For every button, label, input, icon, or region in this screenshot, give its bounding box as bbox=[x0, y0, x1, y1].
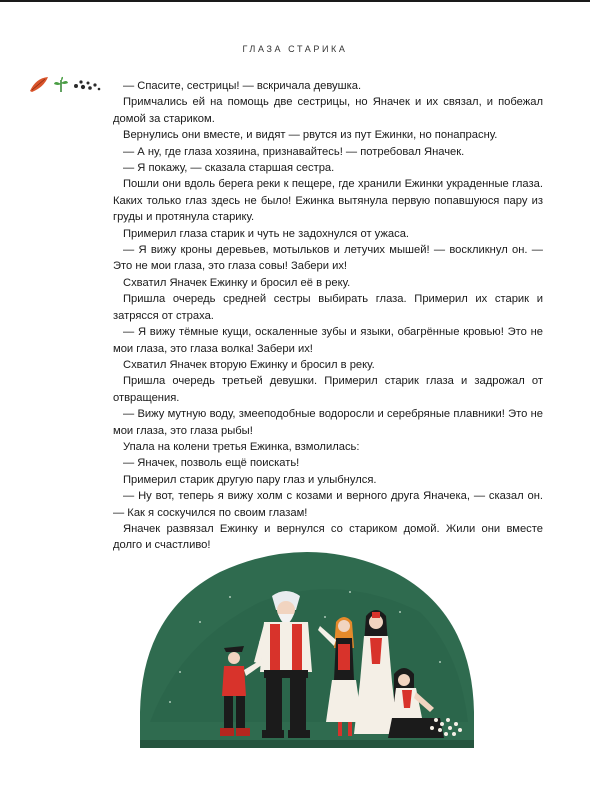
paragraph: Примерил старик другую пару глаз и улыбнулся. bbox=[123, 473, 377, 486]
paragraph: — Яначек, позволь ещё поискать! bbox=[123, 457, 300, 470]
illustration bbox=[140, 552, 474, 748]
story-text bbox=[113, 78, 543, 554]
feather-icon bbox=[30, 77, 48, 92]
paragraph: — Я покажу, — сказала старшая сестра. bbox=[123, 162, 335, 175]
paragraph: Примерил глаза старик и чуть не задохнулся от ужаса. bbox=[123, 227, 410, 240]
running-head: ГЛАЗА СТАРИКА bbox=[242, 44, 348, 54]
paragraph: — А ну, где глаза хозяина, признавайтесь! — потребовал Яначек. bbox=[123, 145, 465, 158]
paragraph: Пришла очередь третьей девушки. Примерил старик глаза и задрожал от отвращения. bbox=[113, 375, 543, 404]
paragraph: — Спасите, сестрицы! — вскричала девушка. bbox=[123, 80, 362, 92]
top-rule bbox=[0, 0, 590, 2]
paragraph: — Я вижу тёмные кущи, оскаленные зубы и языки, обагрённые кровью! Это не мои глаза, это глаза волка! Забери их! bbox=[113, 326, 543, 355]
sprout-icon bbox=[54, 77, 68, 92]
ornament-icon bbox=[28, 74, 108, 94]
paragraph: — Я вижу кроны деревьев, мотыльков и летучих мышей! — воскликнул он. — Это не мои глаза, это глаза совы! Забери их! bbox=[113, 244, 543, 273]
paragraph: Пришла очередь средней сестры выбирать глаза. Примерил их старик и затрясся от страха. bbox=[113, 293, 543, 322]
seeds-icon bbox=[74, 80, 100, 90]
paragraph: — Вижу мутную воду, змееподобные водоросли и серебряные плавники! Это не мои глаза, это глаза рыбы! bbox=[113, 408, 543, 437]
paragraph: — Ну вот, теперь я вижу холм с козами и верного друга Яначека, — сказал он. — Как я соскучился по своим глазам! bbox=[113, 490, 543, 519]
paragraph: Схватил Яначек Ежинку и бросил её в реку. bbox=[123, 276, 351, 289]
paragraph: Пошли они вдоль берега реки к пещере, где хранили Ежинки украденные глаза. Каких только глаз здесь не было! Ежинка вытянула первую попавшуюся пару из груды и протянула старику. bbox=[113, 178, 543, 224]
paragraph: Упала на колени третья Ежинка, взмолилась: bbox=[123, 440, 360, 453]
paragraph: Яначек развязал Ежинку и вернулся со стариком домой. Жили они вместе долго и счастливо! bbox=[113, 522, 543, 552]
paragraph: Примчались ей на помощь две сестрицы, но Яначек и их связал, и побежал домой за стариком. bbox=[113, 96, 543, 125]
paragraph: Схватил Яначек вторую Ежинку и бросил в реку. bbox=[123, 358, 375, 371]
paragraph: Вернулись они вместе, и видят — рвутся из пут Ежинки, но понапрасну. bbox=[123, 129, 498, 142]
